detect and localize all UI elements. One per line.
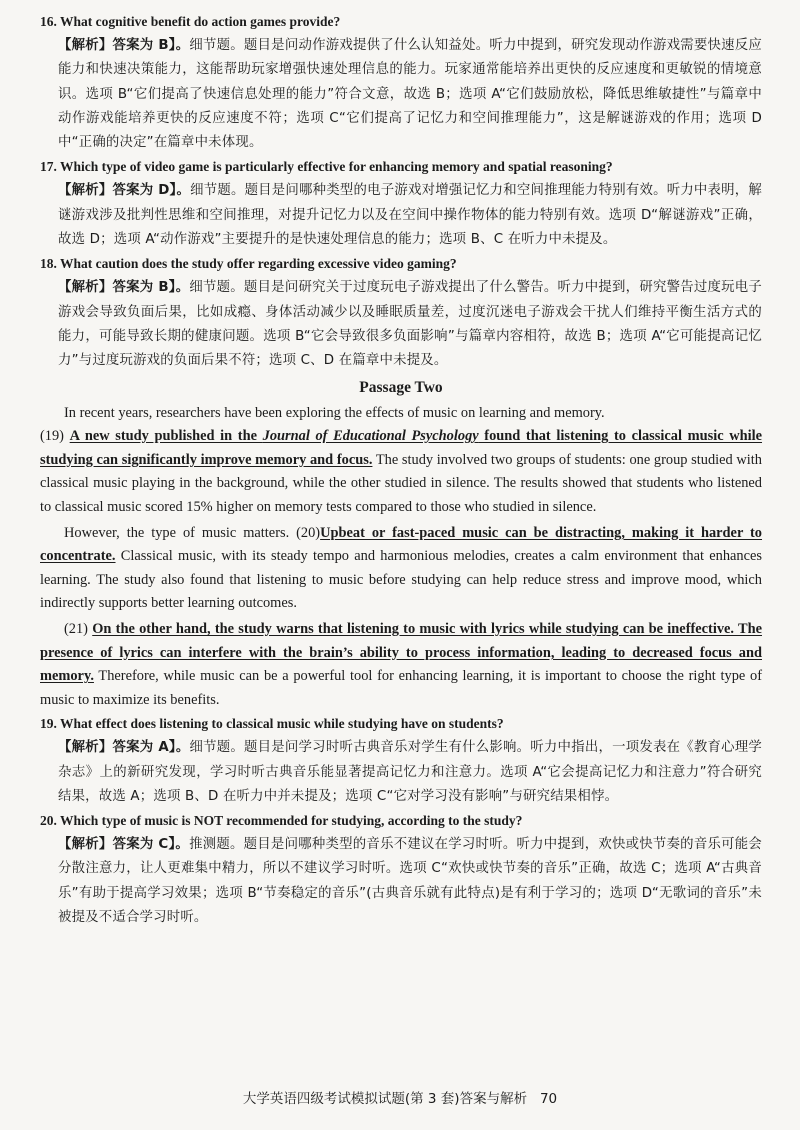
page-number: 70 — [539, 1091, 558, 1107]
analysis-text: 细节题。题目是问动作游戏提供了什么认知益处。听力中提到，研究发现动作游戏需要快速反应能力和快速决策能力，这能帮助玩家增强快速处理信息的能力。玩家通常能培养出更快的反应速度和更敏锐的情境意识。选项 B“它们提高了快速信息处理的能力”符合文意，故选 B；选项 A“它们鼓励放松，降低思维敏捷性”与篇章中动作游戏能培养更快的反应速度不符；选项 C“它们提高了记忆力和空间推理能力”，这是解谜游戏的作用；选项 D 中“正确的决定”在篇章中未体现。 — [58, 38, 762, 151]
analysis-text: 推测题。题目是问哪种类型的音乐不建议在学习时听。听力中提到，欢快或快节奏的音乐可能会分散注意力，让人更难集中精力，所以不建议学习时听。选项 C“欢快或快节奏的音乐”正确，故选 C；选项 A“古典音乐”有助于提高学习效果；选项 B“节奏稳定的音乐”(古典音乐就有此特点)是有利于学习的；选项 D“无歌词的音乐”未被提及不适合学习时听。 — [58, 837, 762, 926]
underlined-sentence: On the other hand, the study warns that listening to music with lyrics while studying can be ineffective. The presence of lyrics can interfere with the brain’s ability to process information, leading to decreased focus and memory. — [40, 620, 762, 685]
analysis-text: 细节题。题目是问哪种类型的电子游戏对增强记忆力和空间推理能力特别有效。听力中表明，解谜游戏涉及批判性思维和空间推理，对提升记忆力以及在空间中操作物体的能力特别有效。选项 D“解谜游戏”正确，故选 D；选项 A“动作游戏”主要提升的是快速处理信息的能力；选项 B、C 在听力中未提及。 — [58, 183, 762, 248]
passage-paragraph-1 — [40, 402, 762, 520]
journal-name: Journal of Educational Psychology — [262, 428, 479, 445]
analysis-tag: 【解析】答案为 D】。 — [58, 183, 191, 199]
question-16 — [40, 10, 762, 155]
underlined-sentence: Upbeat or fast-paced music can be distracting, making it harder to concentrate. — [40, 524, 763, 565]
analysis-tag: 【解析】答案为 B】。 — [58, 280, 190, 296]
question-18 — [40, 252, 762, 373]
underlined-text: A new study published in the — [69, 428, 263, 445]
analysis — [58, 833, 762, 930]
question-text: 17. Which type of video game is particularly effective for enhancing memory and spatial reasoning? — [40, 159, 613, 175]
analysis-text: 细节题。题目是问学习时听古典音乐对学生有什么影响。听力中指出，一项发表在《教育心理学杂志》上的新研究发现，学习时听古典音乐能显著提高记忆力和注意力。选项 A“它会提高记忆力和注意力”符合研究结果，故选 A；选项 B、D 在听力中并未提及；选项 C“它对学习没有影响”与研究结果相悖。 — [58, 740, 762, 804]
passage-paragraph-3 — [40, 618, 762, 712]
question-text: 18. What caution does the study offer regarding excessive video gaming? — [40, 256, 457, 272]
question-text: 19. What effect does listening to classical music while studying have on students? — [40, 716, 504, 732]
page-footer — [0, 1087, 800, 1107]
question-19 — [40, 712, 762, 809]
passage-two — [40, 374, 763, 713]
question-marker: (19) — [40, 428, 70, 445]
footer-title: 大学英语四级考试模拟试题(第 3 套)答案与解析 — [242, 1091, 528, 1107]
question-text: 20. Which type of music is NOT recommended for studying, according to the study? — [40, 813, 523, 829]
question-17 — [40, 155, 762, 252]
analysis-tag: 【解析】答案为 C】。 — [58, 837, 190, 853]
paragraph-text: However, the type of music matters. (20) — [64, 524, 321, 541]
analysis-tag: 【解析】答案为 B】。 — [58, 38, 190, 53]
analysis — [58, 34, 762, 155]
paragraph-text: The study involved two groups of students: one group studied with classical music playing in the background, while the other studied in silence. The results showed that students who listened to classical music scored 15% higher on memory tests compared to those who studied in silence. — [40, 451, 762, 515]
passage-title: Passage Two — [359, 378, 443, 396]
question-marker: (21) — [64, 620, 93, 637]
paragraph-text: Classical music, with its steady tempo and harmonious melodies, creates a calm environment that enhances learning. The study also found that listening to music before studying can help reduce stress and improve mood, which indirectly supports better learning outcomes. — [40, 548, 762, 612]
analysis — [58, 736, 762, 809]
paragraph-text: In recent years, researchers have been exploring the effects of music on learning and memory. — [64, 404, 605, 421]
analysis — [58, 179, 762, 252]
underlined-text: found that listening to classical music while studying can significantly improve memory and focus. — [40, 428, 763, 468]
passage-paragraph-2 — [40, 522, 762, 616]
analysis-text: 细节题。题目是问研究关于过度玩电子游戏提出了什么警告。听力中提到，研究警告过度玩电子游戏会导致负面后果，比如成瘾、身体活动减少以及睡眠质量差，过度沉迷电子游戏会干扰人们维持平衡生活方式的能力，可能导致长期的健康问题。选项 B“它会导致很多负面影响”与篇章内容相符，故选 B；选项 A“它可能提高记忆力”与过度玩游戏的负面后果不符；选项 C、D 在篇章中未提及。 — [58, 280, 762, 369]
question-text: 16. What cognitive benefit do action games provide? — [40, 14, 341, 29]
analysis-tag: 【解析】答案为 A】。 — [58, 740, 190, 756]
paragraph-text: Therefore, while music can be a powerful tool for enhancing learning, it is important to choose the right type of music to maximize its benefits. — [40, 668, 762, 708]
analysis — [58, 276, 762, 373]
question-20 — [40, 809, 762, 930]
